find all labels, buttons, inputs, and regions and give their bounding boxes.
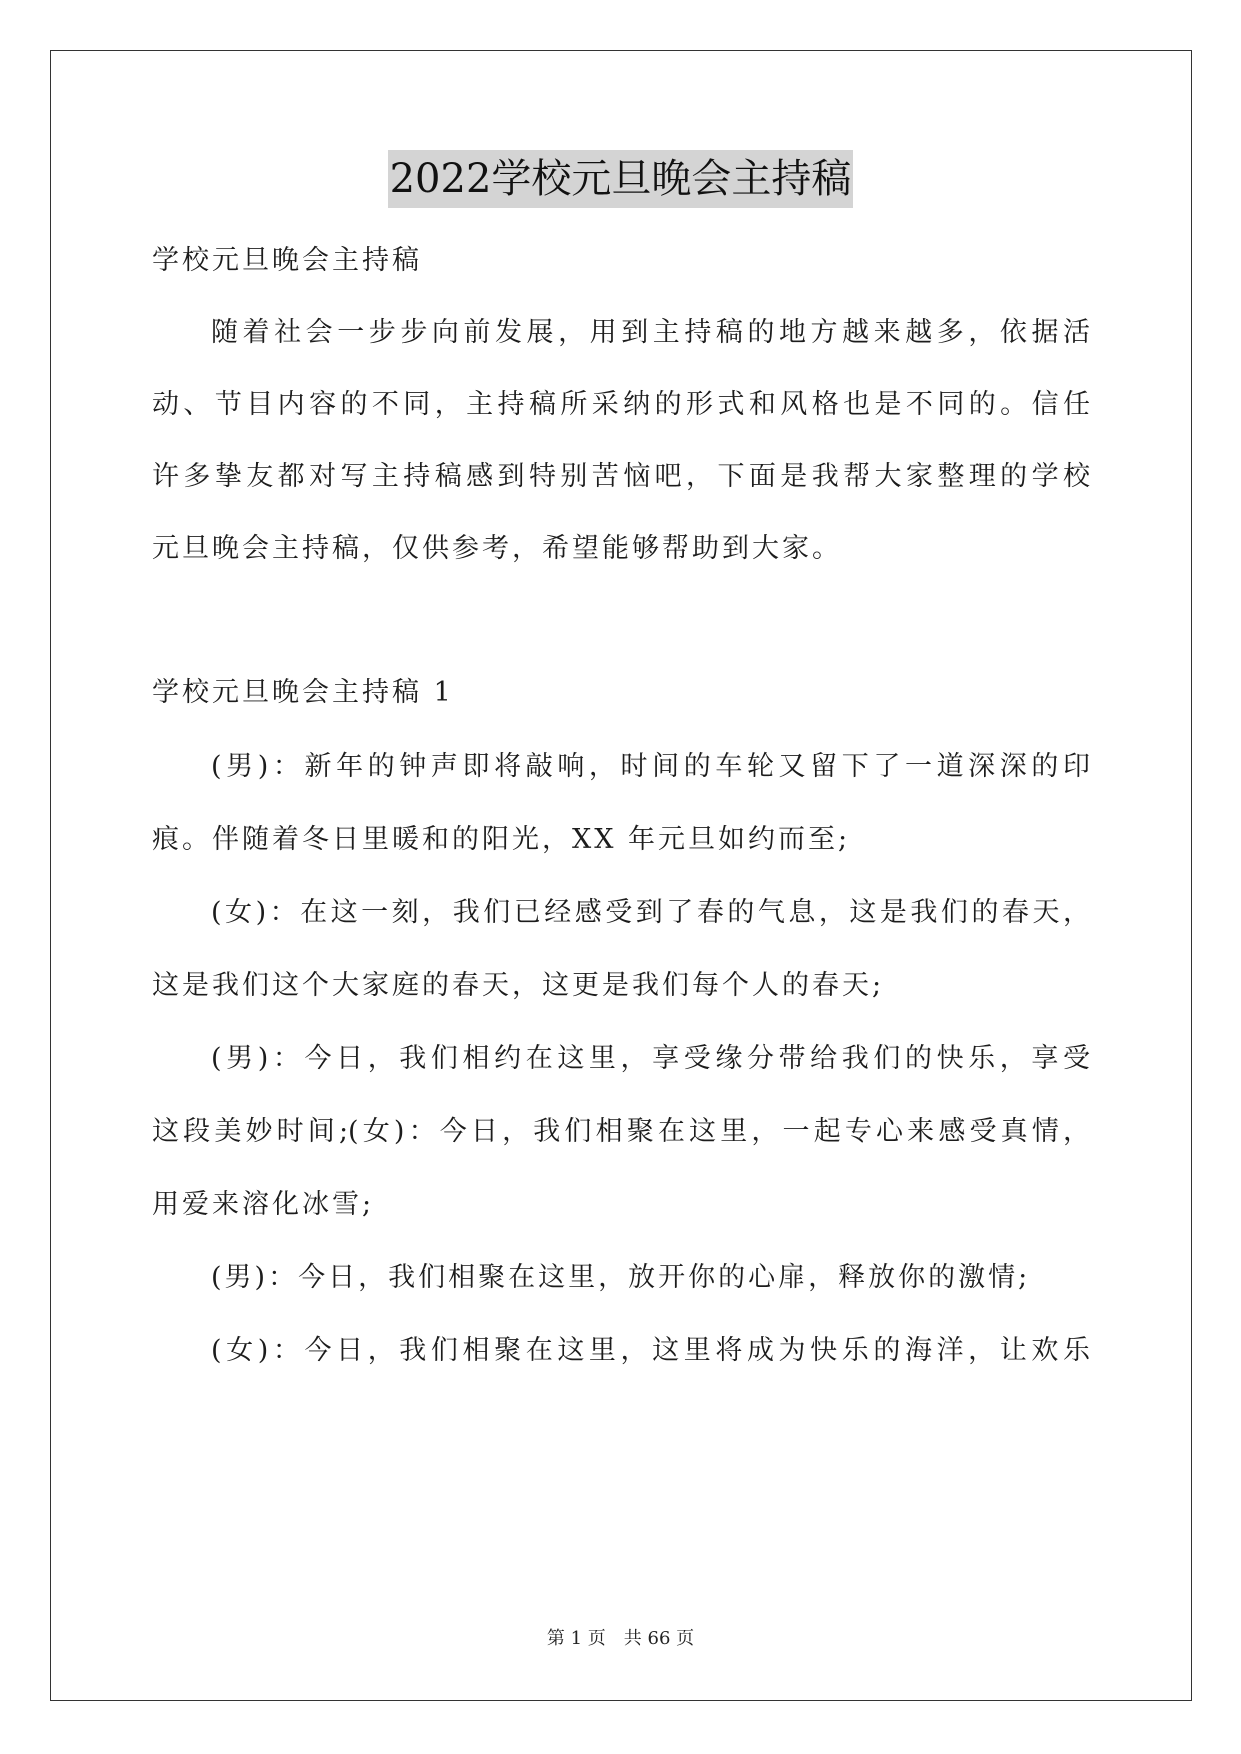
page-number-footer: 第 1 页 共 66 页	[546, 1628, 695, 1649]
document-subtitle: 学校元旦晚会主持稿	[152, 245, 422, 276]
intro-line: 随着社会一步步向前发展，用到主持稿的地方越来越多，依据活	[211, 317, 1090, 348]
intro-line: 元旦晚会主持稿，仅供参考，希望能够帮助到大家。	[152, 533, 842, 564]
section-heading: 学校元旦晚会主持稿 1	[152, 677, 454, 708]
body-line: 用爱来溶化冰雪;	[152, 1189, 375, 1220]
title-container	[0, 150, 1241, 208]
intro-line: 动、节目内容的不同，主持稿所采纳的形式和风格也是不同的。信任	[152, 389, 1090, 420]
body-line: 这段美妙时间;(女)：今日，我们相聚在这里，一起专心来感受真情，	[152, 1116, 1090, 1147]
body-line: (女)：今日，我们相聚在这里，这里将成为快乐的海洋，让欢乐	[211, 1335, 1090, 1366]
intro-line: 许多挚友都对写主持稿感到特别苦恼吧，下面是我帮大家整理的学校	[152, 461, 1090, 492]
body-line: 痕。伴随着冬日里暖和的阳光，XX 年元旦如约而至;	[152, 824, 851, 855]
body-line: (男)：今日，我们相聚在这里，放开你的心扉，释放你的激情;	[211, 1262, 1031, 1293]
page-border	[50, 50, 1192, 1701]
body-line: 这是我们这个大家庭的春天，这更是我们每个人的春天;	[152, 970, 885, 1001]
body-line: (男)：新年的钟声即将敲响，时间的车轮又留下了一道深深的印	[211, 751, 1090, 782]
body-line: (男)：今日，我们相约在这里，享受缘分带给我们的快乐，享受	[211, 1043, 1090, 1074]
body-line: (女)：在这一刻，我们已经感受到了春的气息，这是我们的春天，	[211, 897, 1090, 928]
document-title: 2022学校元旦晚会主持稿	[388, 150, 854, 208]
